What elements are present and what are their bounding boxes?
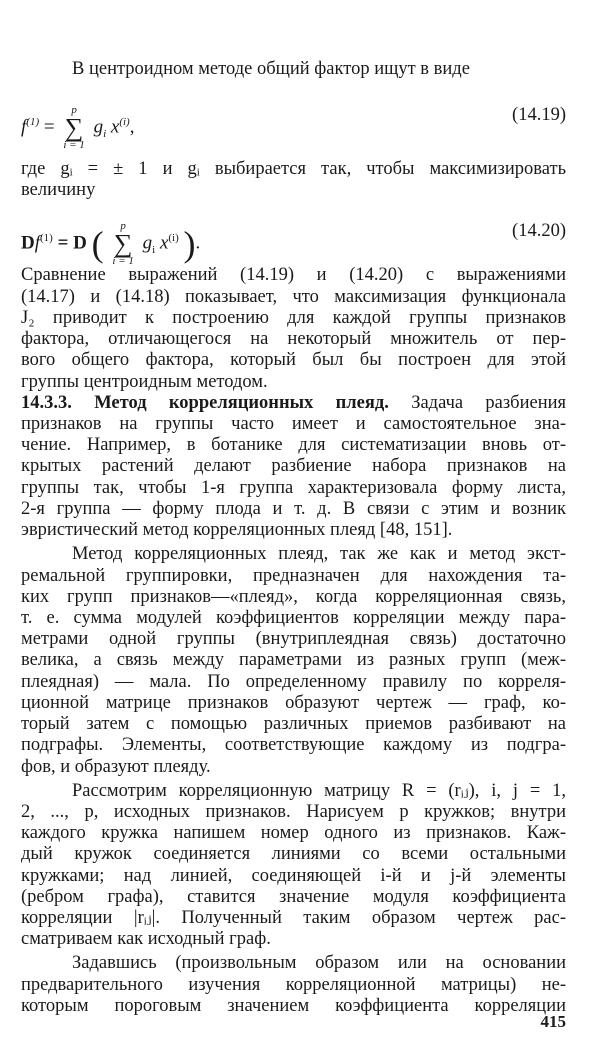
equation-14-20-body: Df$^{(1)}$ = D ( p ∑ i = 1 $g_i$ $x^{(i)}$ ). bbox=[21, 220, 201, 267]
text-line: (ребром графа), ставится значение модуля коэффициента bbox=[21, 887, 566, 907]
text-line: признаков на группы часто имеет и самостоятельное зна- bbox=[21, 414, 566, 434]
text-line: корреляции |rᵢⱼ|. Полученный таким образом чертеж рас- bbox=[21, 908, 566, 928]
text-line: которым пороговым значением коэффициента корреляции bbox=[21, 996, 566, 1016]
text-line: плеядная) — мала. По определенному правилу по корреля- bbox=[21, 672, 566, 692]
text-line: вого общего фактора, который был бы построен для этой bbox=[21, 350, 566, 370]
text-line: велика, а связь между параметрами из разных групп (меж- bbox=[21, 650, 566, 670]
equation-number: (14.20) bbox=[512, 221, 566, 241]
text-line: 14.3.3. Метод корреляционных плеяд. Задача разбиения bbox=[21, 393, 567, 413]
text-line: кружками; над линией, соединяющей i-й и j-й элементы bbox=[21, 866, 566, 886]
text-line: 2-я группа — форму плода и т. д. В связи с этим и возник bbox=[21, 499, 566, 519]
text-line: дый кружок соединяется линиями со всеми остальными bbox=[21, 844, 566, 864]
text-line: J₂ приводит к построению для каждой группы признаков bbox=[21, 308, 566, 328]
sum-symbol: p ∑ i = 1 bbox=[112, 220, 134, 267]
text-line: Сравнение выражений (14.19) и (14.20) с выражениями bbox=[21, 265, 566, 285]
text-line: величину bbox=[21, 180, 96, 200]
text-line: т. е. сумма модулей коэффициентов корреляции между пара- bbox=[21, 608, 566, 628]
intro-line: В центроидном методе общий фактор ищут в виде bbox=[72, 59, 470, 79]
text-line: фактора, отличающегося на некоторый множитель от пер- bbox=[21, 329, 566, 349]
equation-14-20 bbox=[21, 205, 566, 267]
text-line: метрами одной группы (внутриплеядная связь) достаточно bbox=[21, 629, 566, 649]
equation-number: (14.19) bbox=[512, 105, 566, 125]
equation-14-19 bbox=[21, 89, 566, 151]
text-line: подграфы. Элементы, соответствующие каждому из подгра- bbox=[21, 735, 566, 755]
text-line: ремальной группировки, предназначен для нахождения та- bbox=[21, 566, 566, 586]
equation-14-19-body: $f^{(1)}$ = p ∑ i = 1 $g_i$ $x^{(i)}$, bbox=[21, 104, 135, 151]
text-line: ционной матрице признаков образуют чертеж — граф, ко- bbox=[21, 693, 566, 713]
text-line: сматриваем как исходный граф. bbox=[21, 929, 271, 949]
text-line: торый затем с помощью различных приемов разбивают на bbox=[21, 714, 566, 734]
text-line: крытых растений делают разбиение набора признаков на bbox=[21, 456, 566, 476]
text-line: фов, и образуют плеяду. bbox=[21, 757, 211, 777]
text-line: группы центроидным методом. bbox=[21, 372, 268, 392]
text-line: эвристический метод корреляционных плеяд [48, 151]. bbox=[21, 520, 453, 540]
text-line: ких групп признаков—«плеяд», когда корреляционная связь, bbox=[21, 587, 566, 607]
text-line: Метод корреляционных плеяд, так же как и метод экст- bbox=[72, 544, 566, 564]
text-line: предварительного изучения корреляционной матрицы) не- bbox=[21, 975, 566, 995]
text-line: Рассмотрим корреляционную матрицу R = (rᵢⱼ), i, j = 1, bbox=[72, 781, 566, 801]
text-line: Задавшись (произвольным образом или на основании bbox=[72, 953, 566, 973]
text-line: 2, ..., p, исходных признаков. Нарисуем p кружков; внутри bbox=[21, 802, 566, 822]
page-number: 415 bbox=[540, 1012, 566, 1031]
sum-symbol: p ∑ i = 1 bbox=[63, 104, 85, 151]
section-title: 14.3.3. Метод корреляционных плеяд. bbox=[21, 393, 389, 413]
text-line: чение. Например, в ботанике для систематизации вновь от- bbox=[21, 435, 566, 455]
text-line: где gᵢ = ± 1 и gᵢ выбирается так, чтобы максимизировать bbox=[21, 159, 566, 179]
text-line: группы так, чтобы 1-я группа характеризовала форму листа, bbox=[21, 478, 566, 498]
text-line: (14.17) и (14.18) показывает, что максимизация функционала bbox=[21, 287, 566, 307]
text-line: каждого кружка напишем номер одного из признаков. Каж- bbox=[21, 823, 566, 843]
